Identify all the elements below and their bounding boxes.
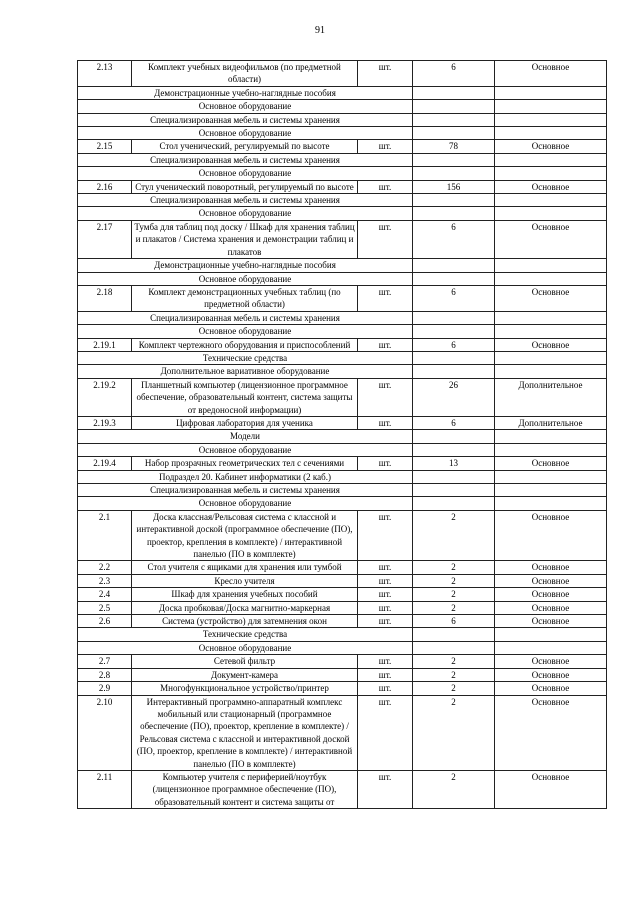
item-name: Планшетный компьютер (лицензионное программное обеспечение, образовательный контент, система защиты от вредоносной информации)	[132, 378, 358, 416]
table-row	[78, 655, 607, 668]
empty-cell	[413, 430, 495, 443]
section-heading: Специализированная мебель и системы хранения	[78, 484, 413, 497]
section-heading: Специализированная мебель и системы хранения	[78, 113, 413, 126]
item-quantity: 2	[413, 561, 495, 574]
empty-cell	[495, 259, 607, 272]
item-unit: шт.	[358, 695, 413, 770]
item-name: Многофункциональное устройство/принтер	[132, 682, 358, 695]
section-row	[78, 443, 607, 456]
item-type: Основное	[495, 601, 607, 614]
item-name: Комплект чертежного оборудования и приспособлений	[132, 338, 358, 351]
section-row	[78, 167, 607, 180]
section-row	[78, 641, 607, 654]
empty-cell	[495, 127, 607, 140]
empty-cell	[495, 641, 607, 654]
section-heading: Основное оборудование	[78, 497, 413, 510]
section-heading: Основное оборудование	[78, 641, 413, 654]
empty-cell	[495, 86, 607, 99]
table-row	[78, 457, 607, 470]
item-number: 2.9	[78, 682, 132, 695]
item-name: Документ-камера	[132, 668, 358, 681]
table-row	[78, 588, 607, 601]
empty-cell	[413, 167, 495, 180]
section-row	[78, 100, 607, 113]
item-quantity: 2	[413, 695, 495, 770]
item-name: Доска классная/Рельсовая система с классной и интерактивной доской (программное обеспечение (ПО), проектор, крепления в комплекте) / интерактивной панелью (ПО в комплекте)	[132, 510, 358, 561]
empty-cell	[495, 167, 607, 180]
table-row	[78, 695, 607, 770]
item-quantity: 156	[413, 180, 495, 193]
item-type: Основное	[495, 510, 607, 561]
empty-cell	[413, 153, 495, 166]
item-unit: шт.	[358, 574, 413, 587]
empty-cell	[495, 100, 607, 113]
item-quantity: 6	[413, 416, 495, 429]
item-unit: шт.	[358, 668, 413, 681]
section-row	[78, 325, 607, 338]
item-number: 2.13	[78, 61, 132, 87]
item-quantity: 2	[413, 655, 495, 668]
empty-cell	[413, 641, 495, 654]
item-name: Шкаф для хранения учебных пособий	[132, 588, 358, 601]
equipment-table-body	[78, 61, 607, 809]
item-unit: шт.	[358, 61, 413, 87]
item-type: Дополнительное	[495, 416, 607, 429]
item-type: Основное	[495, 457, 607, 470]
item-type: Основное	[495, 770, 607, 808]
item-unit: шт.	[358, 561, 413, 574]
item-name: Цифровая лаборатория для ученика	[132, 416, 358, 429]
section-heading: Основное оборудование	[78, 167, 413, 180]
item-unit: шт.	[358, 770, 413, 808]
item-unit: шт.	[358, 140, 413, 153]
empty-cell	[413, 470, 495, 483]
table-row	[78, 561, 607, 574]
empty-cell	[413, 272, 495, 285]
item-quantity: 2	[413, 588, 495, 601]
table-row	[78, 682, 607, 695]
empty-cell	[495, 194, 607, 207]
section-row	[78, 311, 607, 324]
item-name: Система (устройство) для затемнения окон	[132, 615, 358, 628]
empty-cell	[495, 351, 607, 364]
item-unit: шт.	[358, 457, 413, 470]
table-row	[78, 601, 607, 614]
item-number: 2.16	[78, 180, 132, 193]
item-quantity: 6	[413, 220, 495, 258]
section-heading: Специализированная мебель и системы хранения	[78, 311, 413, 324]
empty-cell	[495, 497, 607, 510]
item-number: 2.19.1	[78, 338, 132, 351]
item-number: 2.8	[78, 668, 132, 681]
empty-cell	[413, 443, 495, 456]
section-heading: Демонстрационные учебно-наглядные пособия	[78, 86, 413, 99]
item-unit: шт.	[358, 416, 413, 429]
item-number: 2.11	[78, 770, 132, 808]
item-number: 2.5	[78, 601, 132, 614]
item-type: Основное	[495, 285, 607, 311]
table-row	[78, 285, 607, 311]
section-row	[78, 484, 607, 497]
item-type: Основное	[495, 220, 607, 258]
item-name: Стол ученический, регулируемый по высоте	[132, 140, 358, 153]
section-row	[78, 365, 607, 378]
item-unit: шт.	[358, 682, 413, 695]
table-row	[78, 574, 607, 587]
section-heading: Основное оборудование	[78, 207, 413, 220]
item-quantity: 6	[413, 285, 495, 311]
section-row	[78, 127, 607, 140]
empty-cell	[413, 351, 495, 364]
empty-cell	[413, 194, 495, 207]
item-unit: шт.	[358, 588, 413, 601]
section-row	[78, 207, 607, 220]
item-number: 2.19.2	[78, 378, 132, 416]
empty-cell	[413, 86, 495, 99]
empty-cell	[413, 311, 495, 324]
item-quantity: 78	[413, 140, 495, 153]
empty-cell	[413, 365, 495, 378]
empty-cell	[413, 497, 495, 510]
page-number: 91	[315, 25, 325, 36]
item-number: 2.10	[78, 695, 132, 770]
item-type: Основное	[495, 61, 607, 87]
section-row	[78, 259, 607, 272]
empty-cell	[413, 100, 495, 113]
item-name: Набор прозрачных геометрических тел с сечениями	[132, 457, 358, 470]
item-type: Основное	[495, 682, 607, 695]
item-name: Интерактивный программно-аппаратный комплекс мобильный или стационарный (программное обеспечение (ПО), проектор, крепление в комплекте) / Рельсовая система с классной и интерактивной доской (ПО, проектор, крепление в комплекте) / интерактивной панелью (ПО в комплекте)	[132, 695, 358, 770]
item-number: 2.19.4	[78, 457, 132, 470]
item-type: Основное	[495, 574, 607, 587]
empty-cell	[413, 207, 495, 220]
item-quantity: 6	[413, 338, 495, 351]
item-type: Основное	[495, 695, 607, 770]
section-heading: Основное оборудование	[78, 272, 413, 285]
table-row	[78, 510, 607, 561]
empty-cell	[495, 484, 607, 497]
section-row	[78, 86, 607, 99]
table-row	[78, 378, 607, 416]
item-name: Комплект учебных видеофильмов (по предметной области)	[132, 61, 358, 87]
table-row	[78, 338, 607, 351]
item-quantity: 6	[413, 615, 495, 628]
item-unit: шт.	[358, 510, 413, 561]
empty-cell	[495, 325, 607, 338]
item-number: 2.1	[78, 510, 132, 561]
section-row	[78, 113, 607, 126]
item-quantity: 2	[413, 668, 495, 681]
item-number: 2.18	[78, 285, 132, 311]
item-type: Основное	[495, 140, 607, 153]
item-number: 2.2	[78, 561, 132, 574]
item-name: Кресло учителя	[132, 574, 358, 587]
item-unit: шт.	[358, 601, 413, 614]
item-quantity: 2	[413, 682, 495, 695]
item-name: Компьютер учителя с периферией/ноутбук (лицензионное программное обеспечение (ПО), образовательный контент и система защиты от	[132, 770, 358, 808]
item-quantity: 2	[413, 770, 495, 808]
item-quantity: 26	[413, 378, 495, 416]
section-row	[78, 628, 607, 641]
empty-cell	[495, 207, 607, 220]
section-heading: Модели	[78, 430, 413, 443]
item-name: Тумба для таблиц под доску / Шкаф для хранения таблиц и плакатов / Система хранения и демонстрации таблиц и плакатов	[132, 220, 358, 258]
section-heading: Основное оборудование	[78, 443, 413, 456]
section-row	[78, 351, 607, 364]
item-quantity: 13	[413, 457, 495, 470]
item-number: 2.3	[78, 574, 132, 587]
table-row	[78, 180, 607, 193]
table-row	[78, 61, 607, 87]
item-number: 2.19.3	[78, 416, 132, 429]
item-type: Основное	[495, 561, 607, 574]
item-name: Доска пробковая/Доска магнитно-маркерная	[132, 601, 358, 614]
item-unit: шт.	[358, 378, 413, 416]
empty-cell	[495, 365, 607, 378]
item-unit: шт.	[358, 180, 413, 193]
item-type: Дополнительное	[495, 378, 607, 416]
section-row	[78, 470, 607, 483]
empty-cell	[495, 628, 607, 641]
item-type: Основное	[495, 338, 607, 351]
empty-cell	[495, 430, 607, 443]
empty-cell	[495, 272, 607, 285]
empty-cell	[495, 113, 607, 126]
empty-cell	[413, 628, 495, 641]
item-number: 2.4	[78, 588, 132, 601]
item-type: Основное	[495, 588, 607, 601]
empty-cell	[413, 484, 495, 497]
item-unit: шт.	[358, 655, 413, 668]
section-heading: Специализированная мебель и системы хранения	[78, 194, 413, 207]
equipment-table	[77, 60, 607, 809]
item-type: Основное	[495, 180, 607, 193]
empty-cell	[495, 153, 607, 166]
item-number: 2.15	[78, 140, 132, 153]
item-unit: шт.	[358, 285, 413, 311]
item-unit: шт.	[358, 220, 413, 258]
item-quantity: 6	[413, 61, 495, 87]
table-row	[78, 140, 607, 153]
item-name: Сетевой фильтр	[132, 655, 358, 668]
section-row	[78, 497, 607, 510]
section-heading: Основное оборудование	[78, 100, 413, 113]
section-heading: Основное оборудование	[78, 127, 413, 140]
empty-cell	[413, 113, 495, 126]
empty-cell	[495, 311, 607, 324]
item-type: Основное	[495, 655, 607, 668]
section-row	[78, 272, 607, 285]
item-type: Основное	[495, 615, 607, 628]
section-heading: Основное оборудование	[78, 325, 413, 338]
item-quantity: 2	[413, 510, 495, 561]
section-heading: Дополнительное вариативное оборудование	[78, 365, 413, 378]
section-heading: Технические средства	[78, 628, 413, 641]
table-row	[78, 615, 607, 628]
empty-cell	[413, 127, 495, 140]
table-row	[78, 416, 607, 429]
section-heading: Демонстрационные учебно-наглядные пособия	[78, 259, 413, 272]
item-name: Стол учителя с ящиками для хранения или тумбой	[132, 561, 358, 574]
section-heading: Технические средства	[78, 351, 413, 364]
section-row	[78, 194, 607, 207]
item-number: 2.6	[78, 615, 132, 628]
item-quantity: 2	[413, 601, 495, 614]
item-type: Основное	[495, 668, 607, 681]
item-unit: шт.	[358, 338, 413, 351]
table-row	[78, 668, 607, 681]
item-number: 2.17	[78, 220, 132, 258]
table-row	[78, 770, 607, 808]
section-row	[78, 430, 607, 443]
item-number: 2.7	[78, 655, 132, 668]
empty-cell	[495, 470, 607, 483]
item-name: Комплект демонстрационных учебных таблиц (по предметной области)	[132, 285, 358, 311]
table-row	[78, 220, 607, 258]
item-unit: шт.	[358, 615, 413, 628]
section-heading: Специализированная мебель и системы хранения	[78, 153, 413, 166]
empty-cell	[413, 325, 495, 338]
item-quantity: 2	[413, 574, 495, 587]
item-name: Стул ученический поворотный, регулируемый по высоте	[132, 180, 358, 193]
empty-cell	[495, 443, 607, 456]
empty-cell	[413, 259, 495, 272]
section-heading: Подраздел 20. Кабинет информатики (2 каб.)	[78, 470, 413, 483]
section-row	[78, 153, 607, 166]
